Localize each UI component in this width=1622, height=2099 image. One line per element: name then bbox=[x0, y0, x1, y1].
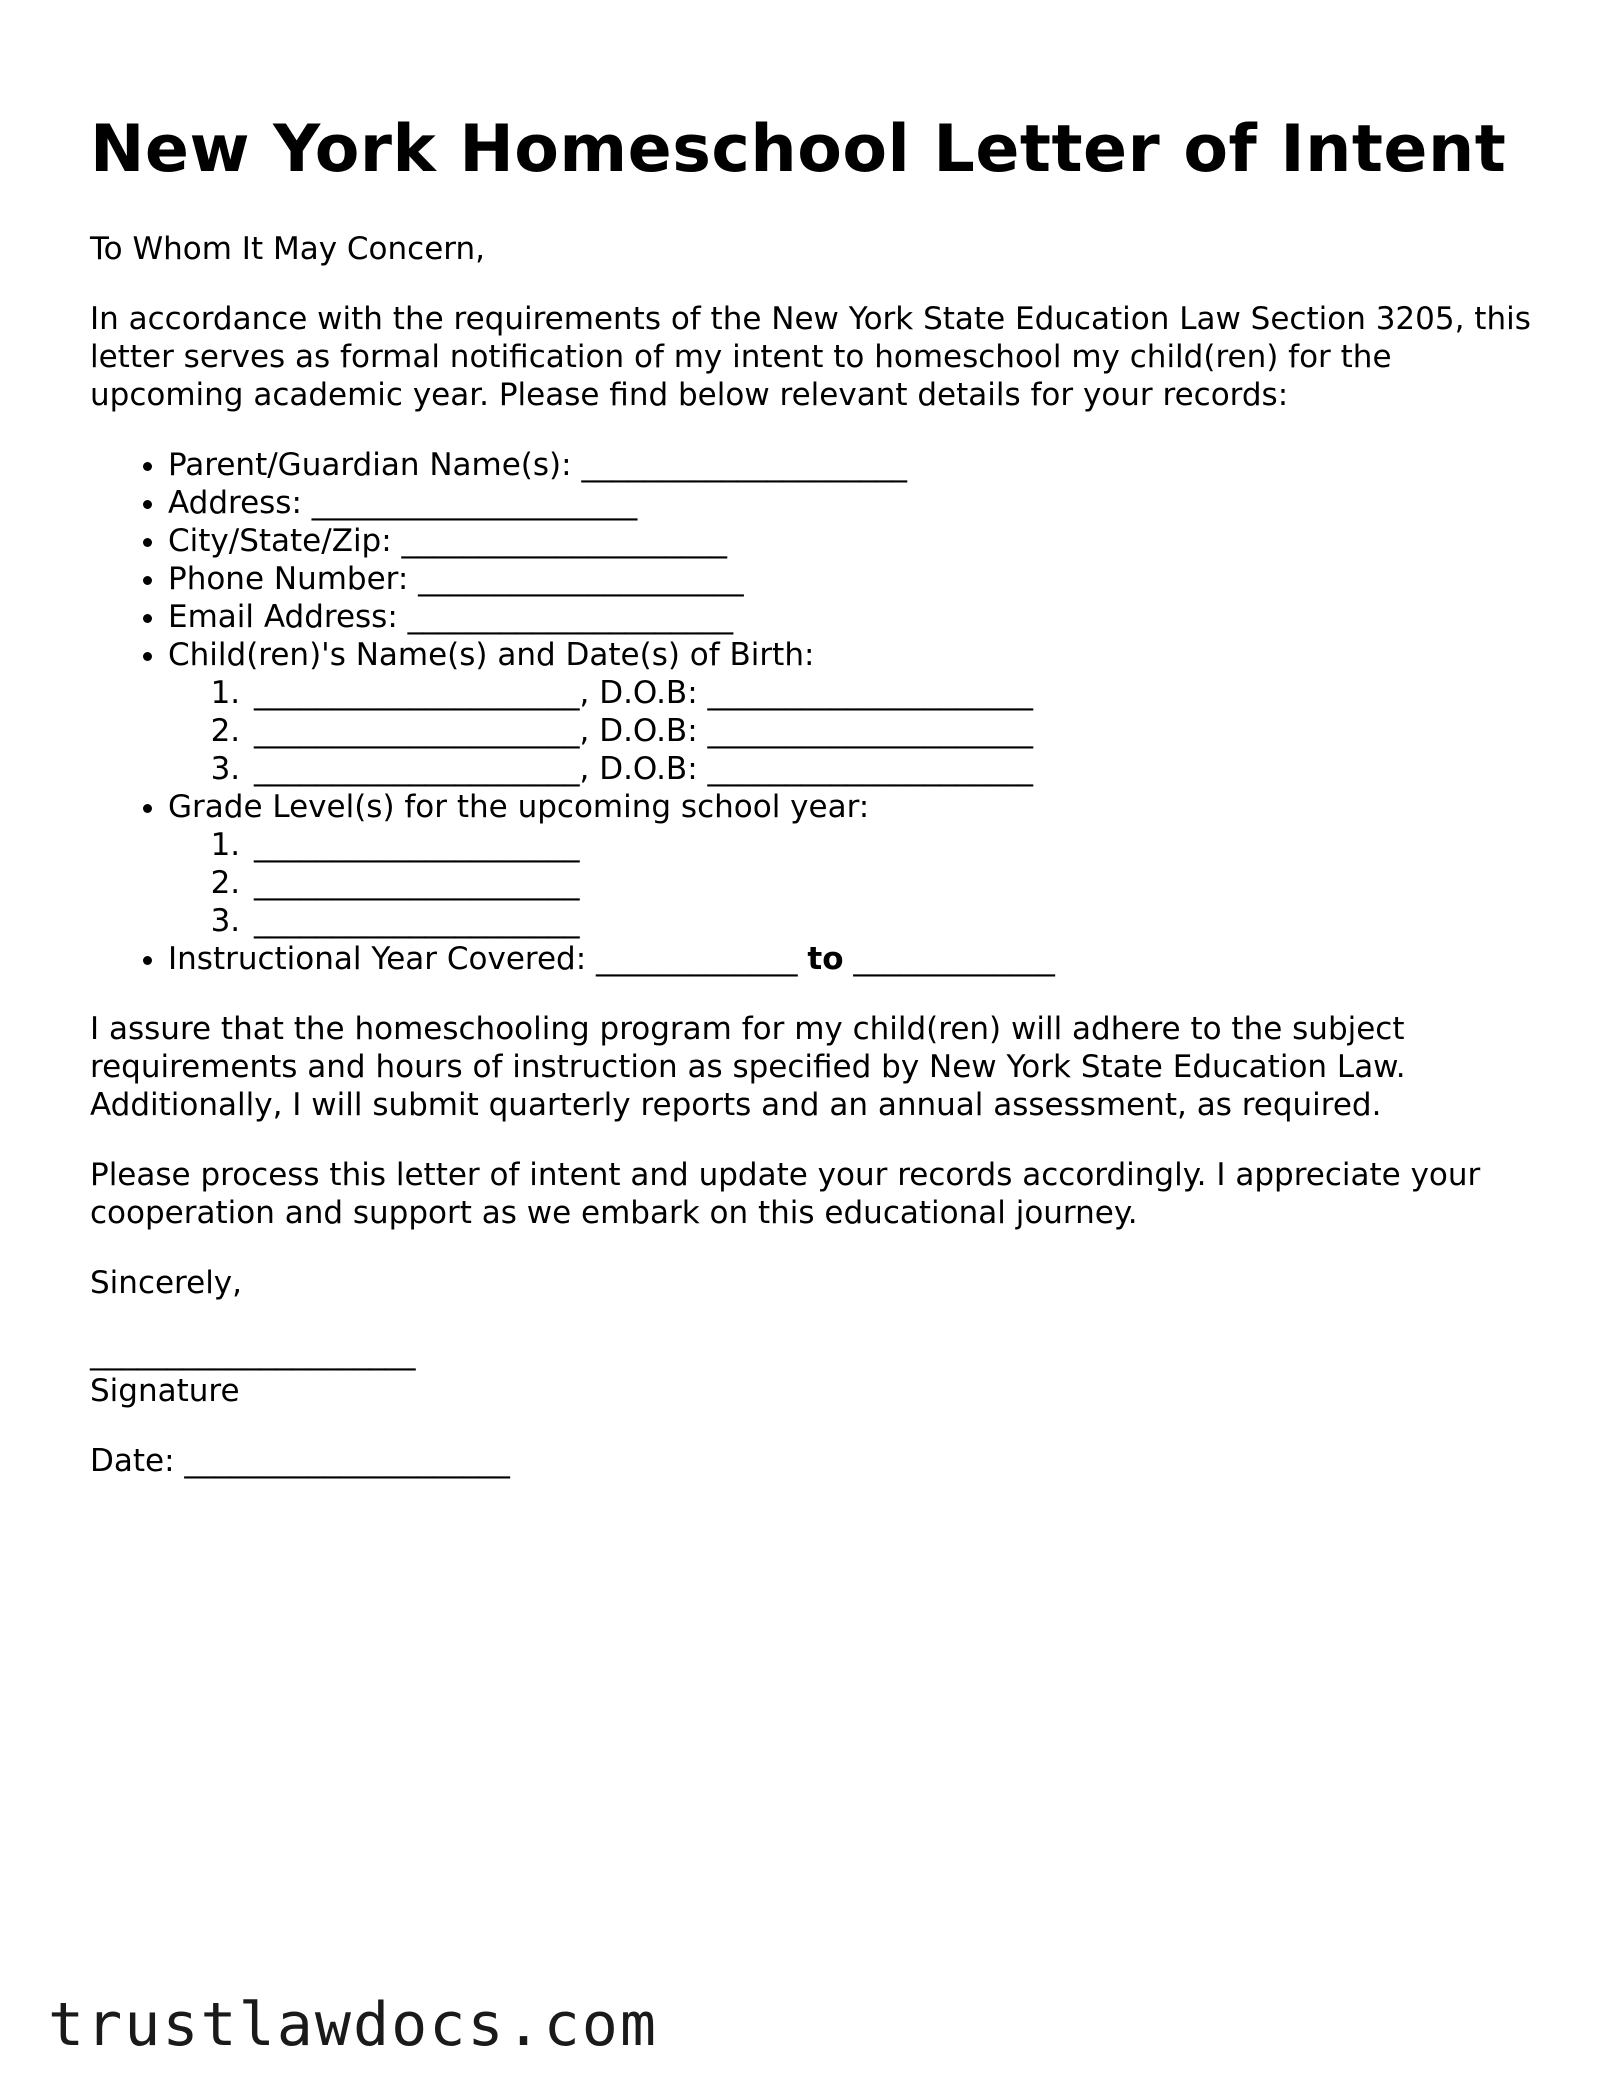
grade-level-item bbox=[168, 788, 1540, 940]
child-1 bbox=[250, 674, 1540, 712]
city-state-zip-label: City/State/Zip: bbox=[168, 523, 392, 559]
email-blank[interactable]: _____________________ bbox=[407, 599, 734, 635]
grade-level-label: Grade Level(s) for the upcoming school year: bbox=[168, 789, 870, 825]
parent-name-blank[interactable]: _____________________ bbox=[581, 447, 907, 483]
watermark-text: trustlawdocs.com bbox=[48, 1990, 658, 2060]
date-blank[interactable]: _____________________ bbox=[184, 1443, 510, 1479]
phone-blank[interactable]: _____________________ bbox=[418, 561, 744, 597]
phone-item bbox=[168, 560, 1540, 598]
page-title: New York Homeschool Letter of Intent bbox=[90, 112, 1507, 187]
grade-level-list bbox=[168, 826, 1540, 940]
address-item bbox=[168, 484, 1540, 522]
child-1-dob-label: , D.O.B: bbox=[579, 675, 698, 711]
address-label: Address: bbox=[168, 485, 302, 521]
parent-name-label: Parent/Guardian Name(s): bbox=[168, 447, 572, 483]
sign-off: Sincerely, bbox=[90, 1265, 243, 1301]
grade-2-blank[interactable]: _____________________ bbox=[254, 865, 580, 901]
child-3 bbox=[250, 750, 1540, 788]
child-3-dob-blank[interactable]: _____________________ bbox=[707, 751, 1034, 787]
signature-blank[interactable] bbox=[90, 1334, 1540, 1372]
date-line bbox=[90, 1442, 1540, 1480]
child-2-dob-blank[interactable]: _____________________ bbox=[707, 713, 1034, 749]
instructional-year-label: Instructional Year Covered: bbox=[168, 941, 587, 977]
child-1-name-blank[interactable]: _____________________ bbox=[254, 675, 580, 711]
signature-line[interactable]: _____________________ bbox=[90, 1335, 416, 1371]
child-3-name-blank[interactable]: _____________________ bbox=[254, 751, 580, 787]
address-blank[interactable]: _____________________ bbox=[311, 485, 638, 521]
grade-3-blank[interactable]: _____________________ bbox=[254, 903, 580, 939]
children-item bbox=[168, 636, 1540, 788]
city-state-zip-item bbox=[168, 522, 1540, 560]
child-3-dob-label: , D.O.B: bbox=[579, 751, 698, 787]
intro-paragraph: In accordance with the requirements of the New York State Education Law Section 3205, this letter serves as formal notification of my intent to homeschool my child(ren) for the upcoming academic year. Please find below relevant details for your records: bbox=[90, 301, 1531, 413]
grade-3 bbox=[250, 902, 1540, 940]
salutation: To Whom It May Concern, bbox=[90, 231, 485, 267]
letter-page bbox=[90, 110, 1540, 1480]
email-label: Email Address: bbox=[168, 599, 398, 635]
details-list bbox=[90, 446, 1540, 978]
child-2-dob-label: , D.O.B: bbox=[579, 713, 698, 749]
email-item bbox=[168, 598, 1540, 636]
children-list bbox=[168, 674, 1540, 788]
closing-request-paragraph: Please process this letter of intent and update your records accordingly. I appreciate your cooperation and support as we embark on this educational journey. bbox=[90, 1157, 1481, 1231]
instructional-year-item bbox=[168, 940, 1540, 978]
assurance-paragraph: I assure that the homeschooling program for my child(ren) will adhere to the subject requirements and hours of instruction as specified by New York State Education Law. Additionally, I will submit quarterly reports and an annual assessment, as required. bbox=[90, 1011, 1406, 1123]
child-2-name-blank[interactable]: _____________________ bbox=[254, 713, 580, 749]
grade-1 bbox=[250, 826, 1540, 864]
grade-2 bbox=[250, 864, 1540, 902]
child-2 bbox=[250, 712, 1540, 750]
year-to-label: to bbox=[807, 941, 844, 977]
parent-name-item bbox=[168, 446, 1540, 484]
grade-1-blank[interactable]: _____________________ bbox=[254, 827, 580, 863]
children-label: Child(ren)'s Name(s) and Date(s) of Birth: bbox=[168, 637, 815, 673]
child-1-dob-blank[interactable]: _____________________ bbox=[707, 675, 1034, 711]
year-start-blank[interactable]: _____________ bbox=[596, 941, 798, 977]
phone-label: Phone Number: bbox=[168, 561, 409, 597]
year-end-blank[interactable]: _____________ bbox=[853, 941, 1055, 977]
date-label: Date: bbox=[90, 1443, 175, 1479]
city-state-zip-blank[interactable]: _____________________ bbox=[401, 523, 728, 559]
signature-label: Signature bbox=[90, 1373, 240, 1409]
